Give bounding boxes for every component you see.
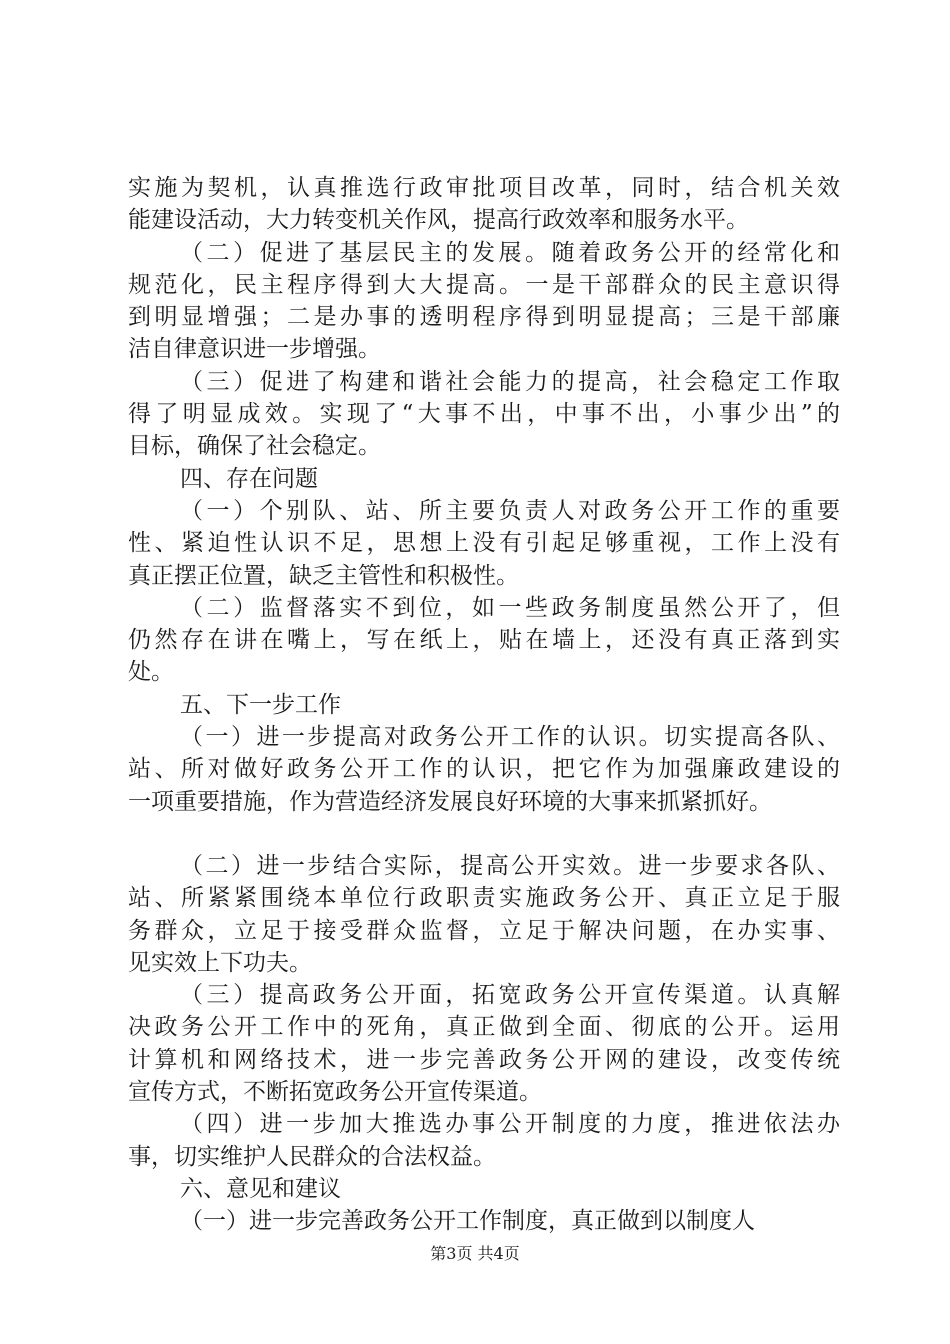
- text-line: 得了明显成效。实现了“大事不出，中事不出，小事少出”的: [128, 401, 840, 428]
- text-line: 洁自律意识进一步增强。: [128, 336, 381, 363]
- text-line: 决政务公开工作中的死角，真正做到全面、彻底的公开。运用: [128, 1014, 840, 1041]
- text-line: 务群众，立足于接受群众监督，立足于解决问题，在办实事、: [128, 917, 840, 944]
- text-line: 能建设活动，大力转变机关作风，提高行政效率和服务水平。: [128, 207, 749, 234]
- document-body: [128, 172, 840, 1238]
- paragraph-gap: [128, 818, 840, 850]
- text-line: 仍然存在讲在嘴上，写在纸上，贴在墙上，还没有真正落到实: [128, 627, 840, 654]
- text-line: （一）进一步提高对政务公开工作的认识。切实提高各队、: [180, 724, 840, 751]
- text-line: （二）进一步结合实际，提高公开实效。进一步要求各队、: [180, 852, 840, 879]
- text-line: （三）促进了构建和谐社会能力的提高，社会稳定工作取: [180, 368, 840, 395]
- text-line: 一项重要措施，作为营造经济发展良好环境的大事来抓紧抓好。: [128, 788, 772, 815]
- section-heading: 六、意见和建议: [180, 1175, 341, 1202]
- text-line: 站、所紧紧围绕本单位行政职责实施政务公开、真正立足于服: [128, 885, 840, 912]
- text-line: （二）监督落实不到位，如一些政务制度虽然公开了，但: [180, 594, 840, 621]
- text-line: 性、紧迫性认识不足，思想上没有引起足够重视，工作上没有: [128, 530, 840, 557]
- section-heading: 五、下一步工作: [180, 691, 341, 718]
- text-line: 计算机和网络技术，进一步完善政务公开网的建设，改变传统: [128, 1046, 840, 1073]
- text-line: （三）提高政务公开面，拓宽政务公开宣传渠道。认真解: [180, 982, 840, 1009]
- text-line: 真正摆正位置，缺乏主管性和积极性。: [128, 562, 519, 589]
- text-line: 实施为契机，认真推选行政审批项目改革，同时，结合机关效: [128, 175, 840, 201]
- text-line: （四）进一步加大推选办事公开制度的力度，推进依法办: [180, 1111, 840, 1138]
- text-line: 规范化，民主程序得到大大提高。一是干部群众的民主意识得: [128, 271, 840, 298]
- text-line: 处。: [128, 659, 174, 686]
- text-line: （一）个别队、站、所主要负责人对政务公开工作的重要: [180, 497, 840, 524]
- section-heading: 四、存在问题: [180, 465, 318, 492]
- text-line: 事，切实维护人民群众的合法权益。: [128, 1143, 496, 1170]
- text-line: 目标，确保了社会稳定。: [128, 433, 381, 460]
- text-line: 宣传方式，不断拓宽政务公开宣传渠道。: [128, 1079, 542, 1106]
- text-line: （一）进一步完善政务公开工作制度，真正做到以制度人: [180, 1208, 755, 1235]
- text-line: 到明显增强；二是办事的透明程序得到明显提高；三是干部廉: [128, 304, 840, 331]
- text-line: （二）促进了基层民主的发展。随着政务公开的经常化和: [180, 239, 840, 266]
- text-line: 见实效上下功夫。: [128, 949, 312, 976]
- page-number-footer: 第3页 共4页: [430, 1244, 520, 1263]
- text-line: 站、所对做好政务公开工作的认识，把它作为加强廉政建设的: [128, 756, 840, 783]
